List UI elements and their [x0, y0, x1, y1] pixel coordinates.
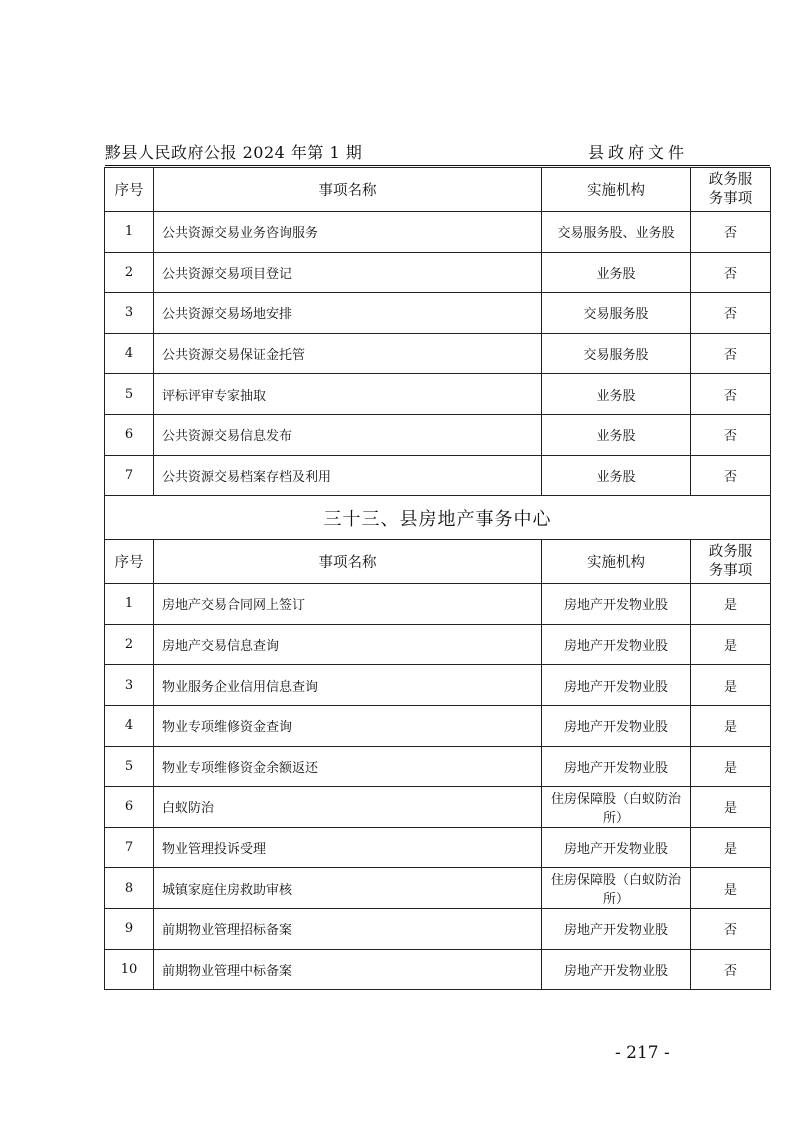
- row-name: 白蚁防治: [154, 787, 542, 828]
- row-name: 公共资源交易业务咨询服务: [154, 212, 542, 253]
- row-no: 1: [105, 584, 154, 625]
- row-org: 交易服务股: [542, 293, 691, 334]
- table-row: [105, 333, 771, 374]
- table-row: [105, 827, 771, 868]
- row-name: 评标评审专家抽取: [154, 374, 542, 415]
- header-name: 事项名称: [154, 540, 542, 584]
- row-service: 否: [691, 374, 771, 415]
- row-no: 5: [105, 746, 154, 787]
- row-service: 否: [691, 455, 771, 496]
- table-row: [105, 868, 771, 909]
- row-service: 是: [691, 746, 771, 787]
- header-service: 政务服 务事项: [691, 168, 771, 212]
- row-org: 房地产开发物业股: [542, 949, 691, 990]
- row-no: 8: [105, 868, 154, 909]
- row-name: 物业专项维修资金余额返还: [154, 746, 542, 787]
- row-org: 业务股: [542, 455, 691, 496]
- row-name: 房地产交易信息查询: [154, 624, 542, 665]
- row-service: 是: [691, 584, 771, 625]
- row-no: 2: [105, 624, 154, 665]
- row-service: 是: [691, 787, 771, 828]
- header-rule: [105, 165, 770, 166]
- table-row: [105, 624, 771, 665]
- row-name: 公共资源交易保证金托管: [154, 333, 542, 374]
- section-label: 县政府文件: [587, 143, 688, 162]
- header-name: 事项名称: [154, 168, 542, 212]
- page-header: [105, 138, 770, 166]
- row-org: 住房保障股（白蚁防治所）: [542, 868, 691, 909]
- row-no: 2: [105, 252, 154, 293]
- table-row: [105, 374, 771, 415]
- row-service: 是: [691, 705, 771, 746]
- row-no: 4: [105, 705, 154, 746]
- table-row: [105, 584, 771, 625]
- header-no: 序号: [105, 540, 154, 584]
- row-name: 房地产交易合同网上签订: [154, 584, 542, 625]
- row-no: 7: [105, 455, 154, 496]
- row-org: 房地产开发物业股: [542, 827, 691, 868]
- row-service: 否: [691, 949, 771, 990]
- row-no: 3: [105, 665, 154, 706]
- row-org: 房地产开发物业股: [542, 665, 691, 706]
- row-service: 否: [691, 908, 771, 949]
- row-service: 否: [691, 252, 771, 293]
- row-no: 4: [105, 333, 154, 374]
- row-org: 房地产开发物业股: [542, 584, 691, 625]
- row-no: 6: [105, 414, 154, 455]
- table-row: [105, 908, 771, 949]
- table2-header-row: [105, 540, 771, 584]
- row-name: 城镇家庭住房救助审核: [154, 868, 542, 909]
- row-no: 7: [105, 827, 154, 868]
- row-org: 住房保障股（白蚁防治所）: [542, 787, 691, 828]
- table-row: [105, 665, 771, 706]
- row-name: 公共资源交易项目登记: [154, 252, 542, 293]
- table-row: [105, 787, 771, 828]
- row-service: 是: [691, 827, 771, 868]
- header-org: 实施机构: [542, 168, 691, 212]
- row-name: 公共资源交易档案存档及利用: [154, 455, 542, 496]
- row-org: 房地产开发物业股: [542, 746, 691, 787]
- table-row: [105, 455, 771, 496]
- table1-header-row: [105, 168, 771, 212]
- table-row: [105, 705, 771, 746]
- row-service: 否: [691, 414, 771, 455]
- table-row: [105, 252, 771, 293]
- section-title: 三十三、县房地产事务中心: [105, 496, 771, 540]
- row-name: 公共资源交易场地安排: [154, 293, 542, 334]
- table-row: [105, 293, 771, 334]
- row-no: 1: [105, 212, 154, 253]
- row-no: 3: [105, 293, 154, 334]
- row-org: 房地产开发物业股: [542, 705, 691, 746]
- page-number: - 217 -: [615, 1043, 670, 1063]
- table-row: [105, 212, 771, 253]
- row-name: 前期物业管理中标备案: [154, 949, 542, 990]
- table-row: [105, 949, 771, 990]
- row-service: 否: [691, 333, 771, 374]
- row-service: 是: [691, 868, 771, 909]
- row-org: 业务股: [542, 414, 691, 455]
- header-org: 实施机构: [542, 540, 691, 584]
- row-org: 房地产开发物业股: [542, 624, 691, 665]
- row-name: 物业管理投诉受理: [154, 827, 542, 868]
- row-org: 交易服务股、业务股: [542, 212, 691, 253]
- row-name: 前期物业管理招标备案: [154, 908, 542, 949]
- row-name: 公共资源交易信息发布: [154, 414, 542, 455]
- row-service: 否: [691, 212, 771, 253]
- row-service: 否: [691, 293, 771, 334]
- section-title-row: [105, 496, 771, 540]
- row-service: 是: [691, 665, 771, 706]
- row-no: 9: [105, 908, 154, 949]
- row-name: 物业专项维修资金查询: [154, 705, 542, 746]
- row-org: 交易服务股: [542, 333, 691, 374]
- bulletin-title: 黟县人民政府公报 2024 年第 1 期: [105, 143, 363, 162]
- row-org: 房地产开发物业股: [542, 908, 691, 949]
- table-row: [105, 746, 771, 787]
- row-no: 6: [105, 787, 154, 828]
- row-no: 10: [105, 949, 154, 990]
- header-no: 序号: [105, 168, 154, 212]
- row-org: 业务股: [542, 374, 691, 415]
- row-no: 5: [105, 374, 154, 415]
- row-name: 物业服务企业信用信息查询: [154, 665, 542, 706]
- table-row: [105, 414, 771, 455]
- row-service: 是: [691, 624, 771, 665]
- header-service: 政务服 务事项: [691, 540, 771, 584]
- service-items-table: [104, 167, 771, 990]
- row-org: 业务股: [542, 252, 691, 293]
